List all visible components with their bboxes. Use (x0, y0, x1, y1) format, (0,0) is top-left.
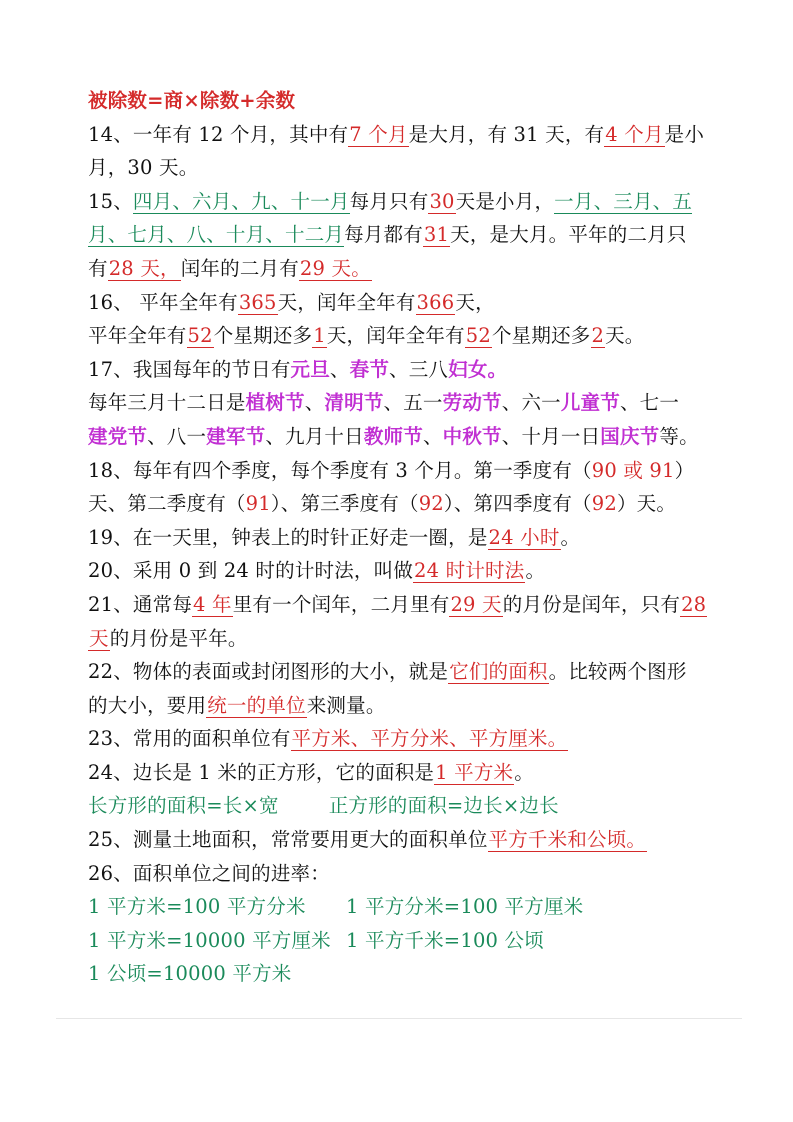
text: 、三八 (389, 357, 449, 381)
conversion-rate: 1 公顷=10000 平方米 (88, 962, 292, 986)
answer: 4 个月 (605, 122, 664, 146)
text: 16、 平年全年有 (88, 290, 238, 314)
q26-line: 26、面积单位之间的进率： (88, 861, 330, 885)
q21-line-1 (88, 588, 728, 622)
q15-line-3 (88, 252, 728, 286)
conversion-row-1 (88, 890, 728, 924)
answer: 366 (416, 290, 455, 314)
document-body (88, 84, 728, 991)
q18-line-2 (88, 487, 728, 521)
text: 22、物体的表面或封闭图形的大小，就是 (88, 660, 449, 684)
answer: 29 天 (450, 592, 502, 616)
q19-line (88, 521, 728, 555)
text: ） (674, 458, 695, 482)
q15-line-1 (88, 185, 728, 219)
holiday: 植树节 (245, 391, 305, 415)
q18-line-1 (88, 454, 728, 488)
conversion-row-2 (88, 924, 728, 958)
text: 、七一 (619, 391, 680, 415)
text: 每年三月十二日是 (88, 391, 246, 415)
answer: 4 年 (193, 592, 232, 616)
text: 天是小月， (455, 189, 555, 213)
text: 来测量。 (306, 693, 386, 717)
answer: 平方千米和公顷。 (488, 828, 647, 852)
answer: 365 (238, 290, 277, 314)
text: 24、边长是 1 米的正方形，它的面积是 (88, 760, 435, 784)
text: 、八一 (147, 424, 207, 448)
text: 是小 (664, 122, 705, 146)
text: 18、每年有四个季度，每个季度有 3 个月。第一季度有（ (88, 458, 592, 482)
text: 17、我国每年的节日有 (88, 357, 291, 381)
q16-line-2 (88, 319, 728, 353)
text: 。 (560, 525, 581, 549)
q22-line-1 (88, 655, 728, 689)
text: 、九月十日 (265, 424, 364, 448)
answer: 四月、六月、九、十一月 (132, 189, 350, 213)
q17-line-3 (88, 420, 728, 454)
text: 个星期还多 (213, 324, 313, 348)
q17-line-2 (88, 386, 728, 420)
answer: 24 时计时法 (414, 559, 525, 583)
text: 。 (514, 760, 534, 784)
text: ）、第四季度有（ (443, 492, 592, 516)
q22-line-2 (88, 689, 728, 723)
answer: 一月、三月、五 (554, 189, 693, 213)
holiday: 元旦 (290, 357, 330, 381)
conversion-rate: 1 平方米=10000 平方厘米 (88, 928, 331, 952)
answer: 30 (429, 189, 455, 213)
text: 天，闰年全年有 (277, 290, 416, 314)
q25-line (88, 823, 728, 857)
text: 的月份是闰年，只有 (502, 592, 681, 616)
text: 是大月，有 31 天，有 (408, 122, 605, 146)
q20-line (88, 554, 728, 588)
text: 天。 (605, 324, 645, 348)
answer: 31 (423, 223, 450, 247)
holiday: 春节 (349, 357, 390, 381)
q16-line-1 (88, 286, 728, 320)
holiday: 建军节 (206, 424, 266, 448)
text: 天， (455, 290, 495, 314)
area-formulas (88, 789, 728, 823)
answer: 52 (187, 324, 213, 348)
answer: 它们的面积 (449, 660, 548, 684)
conversion-rate: 1 平方米=100 平方分米 (88, 895, 306, 919)
text: ）、第三季度有（ (270, 492, 419, 516)
text: 每月都有 (344, 223, 423, 247)
text: 、十月一日 (501, 424, 601, 448)
text: 21、通常每 (88, 592, 193, 616)
text: 个星期还多 (491, 324, 591, 348)
q21-line-2 (88, 622, 728, 656)
answer: 2 (591, 324, 605, 348)
text: 、六一 (501, 391, 561, 415)
text: 的月份是平年。 (109, 626, 248, 650)
holiday: 中秋节 (442, 424, 502, 448)
holiday: 国庆节 (600, 424, 660, 448)
text: ）天。 (616, 492, 677, 516)
holiday: 劳动节 (442, 391, 502, 415)
formula-heading: 被除数=商×除数+余数 (88, 89, 296, 112)
answer: 月、七月、八、十月、十二月 (88, 223, 345, 247)
conversion-rate: 1 平方分米=100 平方厘米 (346, 895, 584, 919)
text: 20、采用 0 到 24 时的计时法，叫做 (88, 559, 414, 583)
answer: 平方米、平方分米、平方厘米。 (291, 727, 568, 751)
answer: 统一的单位 (207, 693, 306, 717)
text: 15、 (88, 189, 133, 213)
text: 、五一 (383, 391, 443, 415)
holiday: 教师节 (363, 424, 423, 448)
text: 闰年的二月有 (180, 256, 299, 280)
holiday: 妇女。 (448, 357, 508, 381)
q17-line-1 (88, 353, 728, 387)
conversion-row-3 (88, 957, 728, 991)
answer: 90 或 91 (591, 458, 675, 482)
text: 有 (88, 256, 108, 280)
q24-line (88, 756, 728, 790)
answer: 24 小时 (488, 525, 560, 549)
answer: 29 天。 (299, 256, 371, 280)
text: 。比较两个图形 (548, 660, 687, 684)
holiday: 清明节 (324, 391, 384, 415)
square-area-formula: 正方形的面积=边长×边长 (328, 794, 559, 818)
text: 14、一年有 12 个月，其中有 (88, 122, 349, 146)
answer: 天 (89, 626, 109, 650)
text: 每月只有 (349, 189, 429, 213)
answer: 52 (465, 324, 491, 348)
text: 等。 (659, 424, 699, 448)
holiday: 建党节 (88, 424, 148, 448)
answer: 1 平方米 (435, 760, 514, 784)
text: 里有一个闰年，二月里有 (232, 592, 450, 616)
q14-line-1 (88, 118, 728, 152)
page-divider (56, 1018, 742, 1019)
q23-line (88, 722, 728, 756)
conversion-rate: 1 平方千米=100 公顷 (346, 928, 544, 952)
text: 天，闰年全年有 (326, 324, 465, 348)
answer: 92 (418, 492, 444, 516)
text: 23、常用的面积单位有 (88, 727, 291, 751)
text: 的大小，要用 (88, 693, 207, 717)
text: 天，是大月。平年的二月只 (450, 223, 687, 247)
answer: 92 (591, 492, 617, 516)
answer: 91 (245, 492, 271, 516)
answer: 7 个月 (349, 122, 408, 146)
text: 、 (329, 357, 350, 381)
rectangle-area-formula: 长方形的面积=长×宽 (88, 794, 279, 818)
q15-line-2 (88, 218, 728, 252)
text: 平年全年有 (88, 324, 187, 348)
text: 、 (304, 391, 325, 415)
holiday: 儿童节 (560, 391, 620, 415)
text: 天、第二季度有（ (88, 492, 246, 516)
text: 、 (422, 424, 443, 448)
answer: 28 (681, 592, 707, 616)
answer: 28 天， (108, 256, 180, 280)
text: 25、测量土地面积，常常要用更大的面积单位 (88, 828, 488, 852)
q14-line-2: 月，30 天。 (88, 156, 199, 180)
answer: 1 (313, 324, 326, 348)
text: 。 (525, 559, 546, 583)
text: 19、在一天里，钟表上的时针正好走一圈，是 (88, 525, 488, 549)
